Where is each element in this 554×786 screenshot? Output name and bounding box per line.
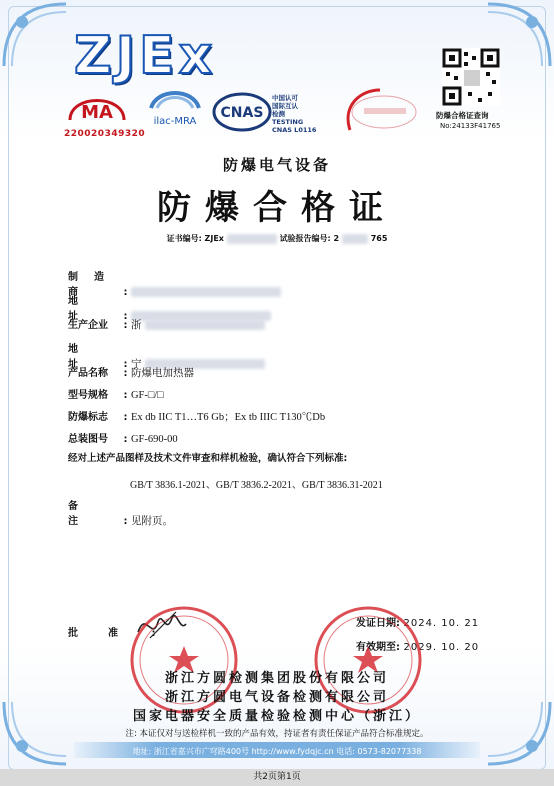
qr-number: No:24133F41765 xyxy=(440,122,501,130)
document-title: 防爆合格证 xyxy=(157,188,397,228)
issuing-org-2: 浙江方圆电气设备检测有限公司 xyxy=(164,690,389,705)
page-number: 共2页第1页 xyxy=(0,769,554,786)
zjex-brand: ZJEx xyxy=(74,26,217,86)
issuing-org-3: 国家电器安全质量检验检测中心（浙江） xyxy=(132,709,421,724)
redacted-block xyxy=(145,320,265,330)
ilac-mra-logo-icon xyxy=(143,86,207,136)
svg-text:CNAS: CNAS xyxy=(220,105,264,121)
document-subtitle: 防爆电气设备 xyxy=(222,156,331,174)
corner-ornament-icon xyxy=(0,0,70,70)
qr-code-icon[interactable] xyxy=(442,48,500,106)
field-manufacturer-address: 地址 : xyxy=(68,292,271,322)
field-producer-address: 地址 : 宁 xyxy=(68,340,265,371)
field-drawing-number: 总装图号 : GF-690-00 xyxy=(68,434,178,445)
contact-address: 地址: 浙江省嘉兴市广穹路400号 http://www.fydqjc.cn 电话: 0573-82077338 xyxy=(132,747,422,756)
issue-date: 发证日期: 2024. 10. 21 xyxy=(356,618,480,629)
cnas-text: 中国认可 国际互认 检测 TESTING CNAS L0116 xyxy=(272,94,317,134)
svg-text:ilac-MRA: ilac-MRA xyxy=(153,116,197,127)
issuing-org-1: 浙江方圆检测集团股份有限公司 xyxy=(164,671,389,686)
field-manufacturer: 制造商 : xyxy=(68,268,281,298)
cert-number-prefix: 证书编号: ZJEx xyxy=(166,234,224,243)
field-product-name: 产品名称 : 防爆电加热器 xyxy=(68,368,194,379)
redacted-block xyxy=(342,234,368,244)
svg-text:MA: MA xyxy=(81,102,113,123)
qr-title: 防爆合格证查询 xyxy=(436,111,489,120)
report-number-suffix: 765 xyxy=(370,234,388,243)
report-number-label: 试验报告编号: 2 xyxy=(279,234,340,243)
field-ex-marking: 防爆标志 : Ex db IIC T1…T6 Gb；Ex tb IIIC T130℃Db xyxy=(68,412,326,423)
field-model: 型号规格 : GF-□/□ xyxy=(68,390,164,401)
cma-number: 220020349320 xyxy=(64,129,146,139)
conformity-statement: 经对上述产品图样及技术文件审查和样机检验，确认符合下列标准: xyxy=(68,453,348,464)
certificate-numbers xyxy=(0,233,554,244)
field-remark: 备注 : 见附页。 xyxy=(68,501,173,527)
testing-seal-logo-icon xyxy=(340,86,420,138)
field-producer: 生产企业 : 浙 xyxy=(68,316,265,332)
standards-list: GB/T 3836.1-2021、GB/T 3836.2-2021、GB/T 3836.31-2021 xyxy=(130,480,383,491)
approve-label: 批准 : xyxy=(68,628,156,639)
cma-logo-icon xyxy=(66,90,128,124)
redacted-block xyxy=(227,234,277,244)
cnas-logo-icon xyxy=(212,88,272,134)
validity-note: 注: 本证仅对与送检样机一致的产品有效，持证者有责任保证产品符合标准规定。 xyxy=(125,729,429,739)
valid-until-date: 有效期至: 2029. 10. 20 xyxy=(356,642,480,653)
